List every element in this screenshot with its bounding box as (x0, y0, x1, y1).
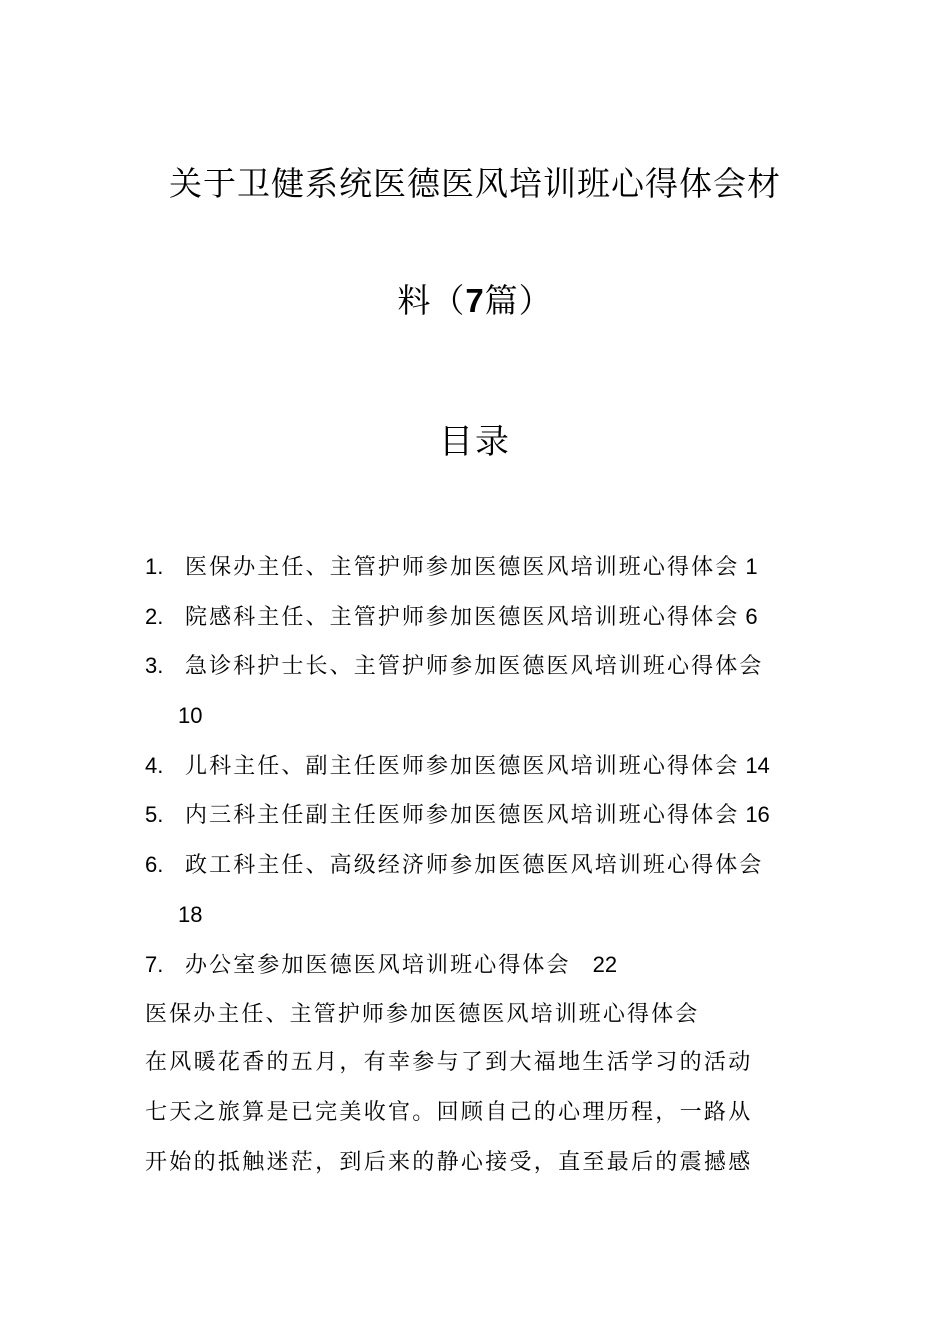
toc-item-number: 7. (145, 952, 164, 977)
toc-item[interactable] (145, 800, 770, 831)
body-paragraph-line: 七天之旅算是已完美收官。回顾自己的心理历程，一路从 (145, 1100, 753, 1125)
toc-item-text: 急诊科护士长、主管护师参加医德医风培训班心得体会 (185, 654, 764, 679)
section-title: 医保办主任、主管护师参加医德医风培训班心得体会 (145, 1002, 700, 1027)
toc-item[interactable] (145, 850, 763, 881)
title-count: 7 (465, 282, 485, 319)
toc-item-text: 办公室参加医德医风培训班心得体会 (185, 953, 571, 978)
title-text-1: 关于卫健系统医德医风培训班心得体会材 (169, 164, 781, 203)
toc-item-text: 儿科主任、副主任医师参加医德医风培训班心得体会 (185, 754, 740, 779)
toc-item-number: 1. (145, 554, 164, 579)
toc-item[interactable] (145, 751, 770, 782)
toc-item-text: 院感科主任、主管护师参加医德医风培训班心得体会 (185, 605, 740, 630)
toc-item-number: 5. (145, 802, 164, 827)
toc-item-text: 内三科主任副主任医师参加医德医风培训班心得体会 (185, 803, 740, 828)
toc-item-number: 2. (145, 604, 164, 629)
toc-item-number: 6. (145, 852, 164, 877)
toc-item-number: 4. (145, 753, 164, 778)
toc-heading: 目录 (439, 422, 511, 462)
toc-item-page: 22 (592, 952, 618, 977)
body-paragraph-line: 在风暖花香的五月，有幸参与了到大福地生活学习的活动 (145, 1050, 753, 1075)
toc-item-text: 政工科主任、高级经济师参加医德医风培训班心得体会 (185, 853, 764, 878)
title-text-2-suffix: 篇） (484, 281, 553, 320)
document-title-line-2 (0, 275, 950, 322)
toc-item[interactable] (145, 552, 758, 583)
toc-item-page[interactable]: 10 (178, 703, 203, 728)
toc-item-page: 6 (745, 604, 758, 629)
body-paragraph-line: 开始的抵触迷茫，到后来的静心接受，直至最后的震撼感 (145, 1150, 753, 1175)
toc-item-page: 14 (745, 753, 770, 778)
toc-item[interactable] (145, 950, 617, 981)
toc-item[interactable] (145, 602, 758, 633)
toc-item-page: 16 (745, 802, 770, 827)
toc-item-number: 3. (145, 653, 164, 678)
toc-item-page: 1 (745, 554, 758, 579)
toc-item-text: 医保办主任、主管护师参加医德医风培训班心得体会 (185, 555, 740, 580)
document-title-line-1 (0, 158, 950, 205)
toc-item[interactable] (145, 651, 763, 682)
toc-item-page[interactable]: 18 (178, 902, 203, 927)
title-text-2-prefix: 料（ (397, 281, 466, 320)
